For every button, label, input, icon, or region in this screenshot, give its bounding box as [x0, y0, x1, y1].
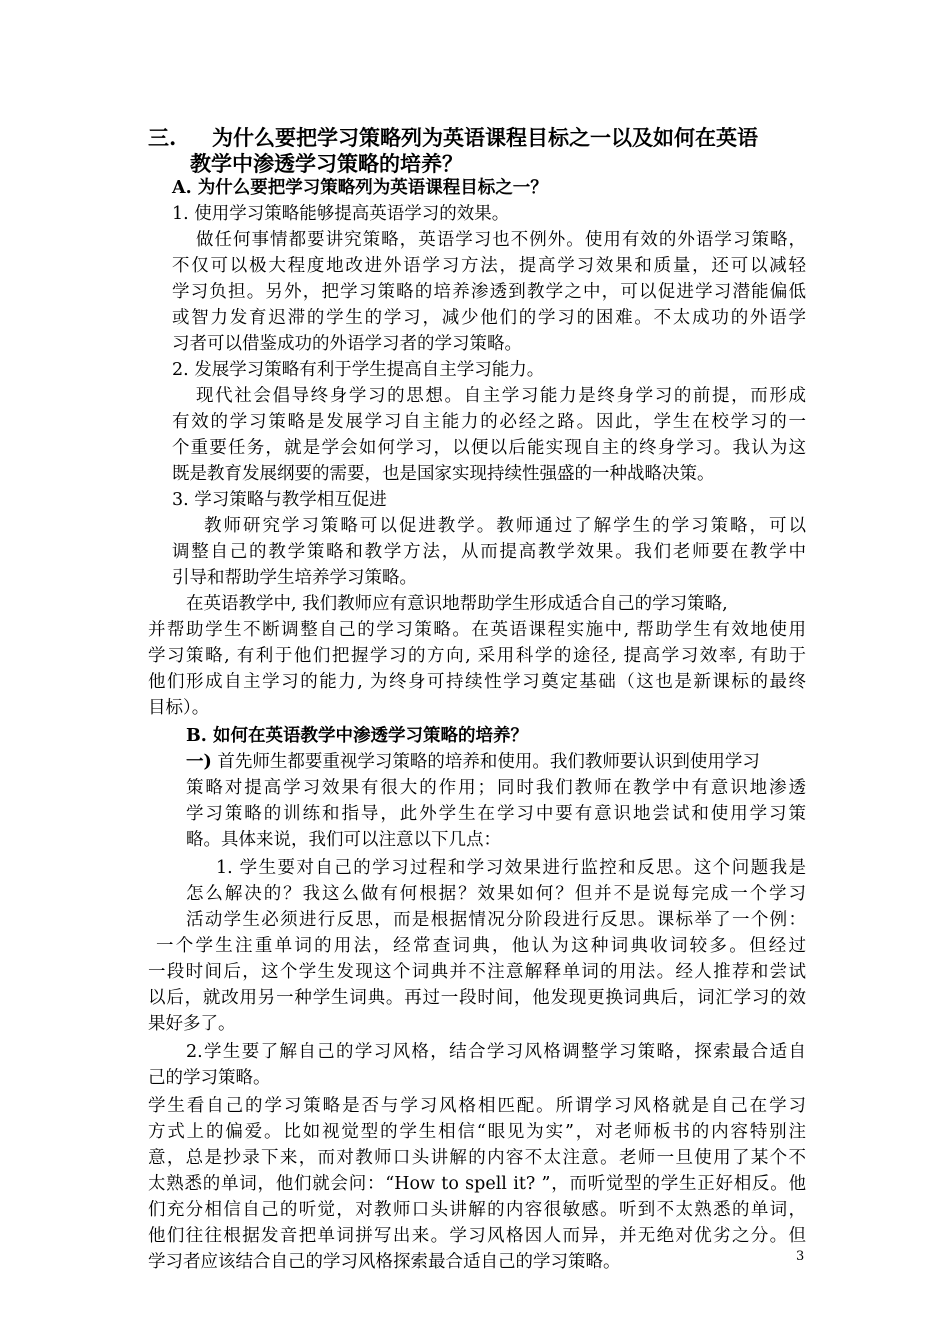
item-2-line: 现代社会倡导终身学习的思想。自主学习能力是终身学习的前提，而形成: [196, 386, 806, 406]
style-line: 方式上的偏爱。比如视觉型的学生相信“眼见为实”，对老师板书的内容特别注: [148, 1122, 806, 1142]
style-line: 意，总是抄录下来，而对教师口头讲解的内容不太注意。老师一旦使用了某个不: [148, 1148, 806, 1168]
point-2-line: 己的学习策略。: [148, 1068, 271, 1088]
summary-line: 他们形成自主学习的能力, 为终身可持续性学习奠定基础（这也是新课标的最终: [148, 672, 806, 692]
item-1-title: 1. 使用学习策略能够提高英语学习的效果。: [172, 204, 510, 224]
style-line: 太熟悉的单词，他们就会问：“How to spell it? ”，而听觉型的学生正好相反。他: [148, 1174, 806, 1194]
item-3-line: 教师研究学习策略可以促进教学。教师通过了解学生的学习策略，可以: [204, 516, 806, 536]
item-1-line: 习者可以借鉴成功的外语学习者的学习策略。: [172, 334, 522, 354]
item-3-title: 3. 学习策略与教学相互促进: [172, 490, 387, 510]
first-point-marker: 一): [186, 752, 212, 772]
point-1-line: 怎么解决的？我这么做有何根据？效果如何？但并不是说每完成一个学习: [186, 884, 806, 904]
part-a-heading: A. 为什么要把学习策略列为英语课程目标之一？: [172, 178, 548, 198]
first-point-line: 学习策略的训练和指导，此外学生在学习中要有意识地尝试和使用学习策: [186, 804, 806, 824]
style-line: 他们往往根据发音把单词拼写出来。学习风格因人而异，并无绝对优劣之分。但: [148, 1226, 806, 1246]
style-line: 们充分相信自己的听觉，对教师口头讲解的内容很敏感。听到不太熟悉的单词，: [148, 1200, 806, 1220]
section-heading-line-1: 为什么要把学习策略列为英语课程目标之一以及如何在英语: [212, 125, 758, 150]
item-3-line: 调整自己的教学策略和教学方法，从而提高教学效果。我们老师要在教学中: [172, 542, 806, 562]
summary-line: 并帮助学生不断调整自己的学习策略。在英语课程实施中, 帮助学生有效地使用: [148, 620, 806, 640]
section-number: 三.: [148, 125, 177, 150]
summary-line: 目标）。: [148, 698, 210, 718]
style-line: 学生看自己的学习策略是否与学习风格相匹配。所谓学习风格就是自己在学习: [148, 1096, 806, 1116]
item-2-line: 既是教育发展纲要的需要，也是国家实现持续性强盛的一种战略决策。: [172, 464, 715, 484]
first-point-line: [186, 750, 806, 774]
item-1-line: 做任何事情都要讲究策略，英语学习也不例外。使用有效的外语学习策略，: [196, 230, 806, 250]
point-1-line: 一段时间后，这个学生发现这个词典并不注意解释单词的用法。经人推荐和尝试: [148, 962, 806, 982]
point-2-line: 2.学生要了解自己的学习风格，结合学习风格调整学习策略，探索最合适自: [186, 1042, 806, 1062]
item-2-line: 个重要任务，就是学会如何学习，以便以后能实现自主的终身学习。我认为这: [172, 438, 806, 458]
item-1-line: 不仅可以极大程度地改进外语学习方法，提高学习效果和质量，还可以减轻: [172, 256, 806, 276]
summary-line: 在英语教学中, 我们教师应有意识地帮助学生形成适合自己的学习策略,: [186, 594, 728, 614]
point-1-line: 活动学生必须进行反思，而是根据情况分阶段进行反思。课标举了一个例：: [186, 910, 806, 930]
summary-line: 学习策略, 有利于他们把握学习的方向, 采用科学的途径, 提高学习效率, 有助于: [148, 646, 806, 666]
style-line: 学习者应该结合自己的学习风格探索最合适自己的学习策略。: [148, 1252, 621, 1272]
first-point-text: 首先师生都要重视学习策略的培养和使用。我们教师要认识到使用学习: [211, 752, 760, 772]
item-1-line: 学习负担。另外，把学习策略的培养渗透到教学之中，可以促进学习潜能偏低: [172, 282, 806, 302]
section-heading-line-2: 教学中渗透学习策略的培养？: [190, 151, 463, 176]
first-point-line: 略。具体来说，我们可以注意以下几点：: [186, 830, 501, 850]
first-point-line: 策略对提高学习效果有很大的作用；同时我们教师在教学中有意识地渗透: [186, 778, 806, 798]
item-2-line: 有效的学习策略是发展学习自主能力的必经之路。因此，学生在校学习的一: [172, 412, 806, 432]
point-1-line: 以后，就改用另一种学生词典。再过一段时间，他发现更换词典后，词汇学习的效: [148, 988, 806, 1008]
item-1-line: 或智力发育迟滞的学生的学习，减少他们的学习的困难。不太成功的外语学: [172, 308, 806, 328]
item-3-line: 引导和帮助学生培养学习策略。: [172, 568, 417, 588]
point-1-line: 一个学生注重单词的用法，经常查词典，他认为这种词典收词较多。但经过: [156, 936, 806, 956]
item-2-title: 2. 发展学习策略有利于学生提高自主学习能力。: [172, 360, 545, 380]
page-number: 3: [796, 1249, 805, 1264]
point-1-line: 果好多了。: [148, 1014, 236, 1034]
point-1-line: 1. 学生要对自己的学习过程和学习效果进行监控和反思。这个问题我是: [216, 858, 806, 878]
part-b-heading: B. 如何在英语教学中渗透学习策略的培养？: [186, 726, 528, 746]
